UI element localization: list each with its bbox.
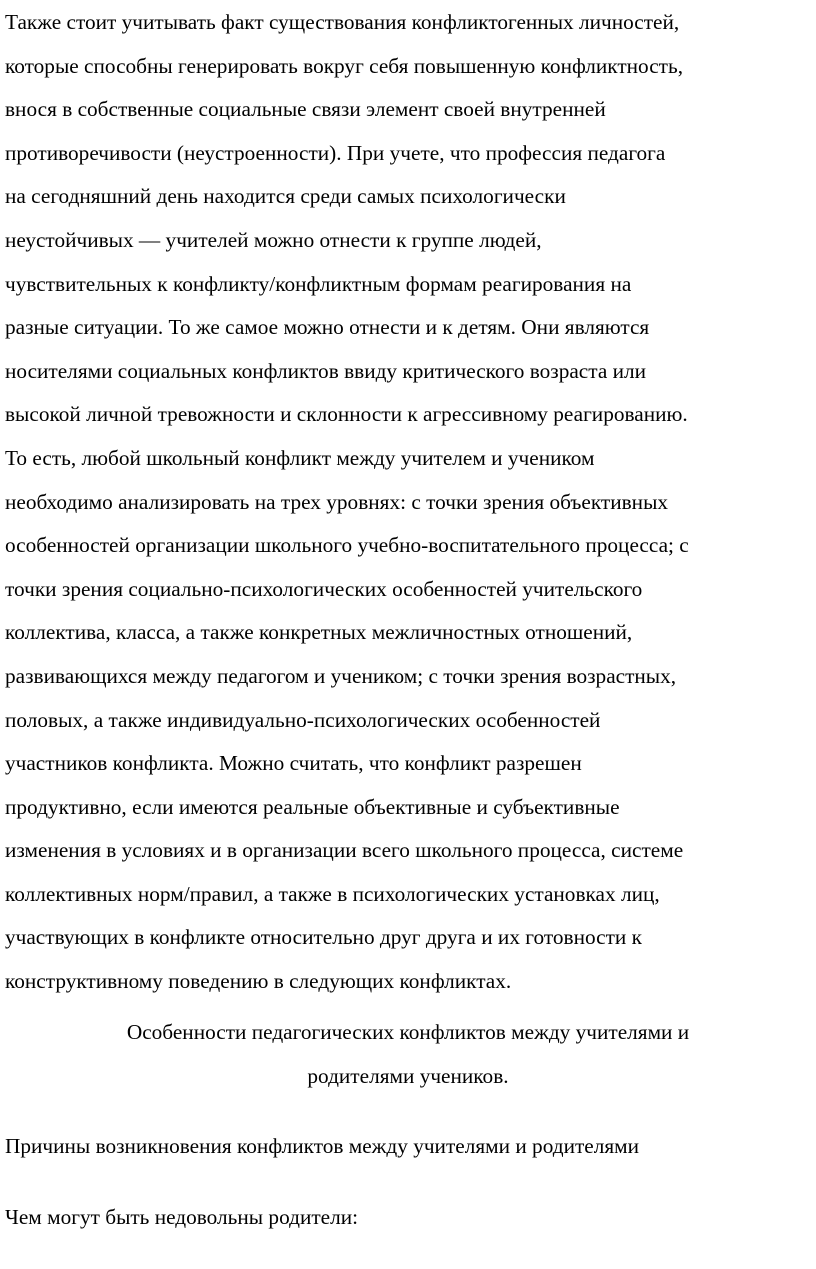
section-heading-line: родителями учеников. [307, 1063, 509, 1088]
paragraph-line: на сегодняшний день находится среди самых психологически [5, 184, 566, 209]
paragraph-line: изменения в условиях и в организации всего школьного процесса, системе [5, 838, 684, 863]
paragraph-line: Также стоит учитывать факт существования конфликтогенных личностей, [5, 10, 680, 34]
paragraph-line: необходимо анализировать на трех уровнях: с точки зрения объективных [5, 489, 669, 514]
paragraph-line: развивающихся между педагогом и учеником; с точки зрения возрастных, [5, 663, 677, 688]
section-heading-line: Особенности педагогических конфликтов между учителями и [126, 1020, 690, 1044]
paragraph-line: неустойчивых — учителей можно отнести к группе людей, [5, 227, 542, 252]
paragraph-line: продуктивно, если имеются реальные объективные и субъективные [5, 794, 620, 819]
paragraph-line: чувствительных к конфликту/конфликтным формам реагирования на [5, 271, 632, 296]
body-paragraph [5, 1, 813, 1004]
paragraph-line: внося в собственные социальные связи элемент своей внутренней [5, 97, 606, 122]
paragraph-line: участников конфликта. Можно считать, что конфликт разрешен [5, 751, 582, 776]
paragraph-line: особенностей организации школьного учебно-воспитательного процесса; с [5, 533, 689, 558]
paragraph-line: высокой личной тревожности и склонности к агрессивному реагированию. [5, 402, 688, 427]
paragraph-line: носителями социальных конфликтов ввиду критического возраста или [5, 358, 647, 383]
paragraph-line: То есть, любой школьный конфликт между учителем и учеником [5, 445, 595, 470]
paragraph-line: коллектива, класса, а также конкретных межличностных отношений, [5, 620, 633, 645]
paragraph-line: противоречивости (неустроенности). При учете, что профессия педагога [5, 140, 666, 165]
paragraph-line: половых, а также индивидуально-психологических особенностей [5, 707, 601, 732]
section-heading [0, 1011, 816, 1098]
paragraph-line: конструктивному поведению в следующих конфликтах. [5, 969, 512, 994]
question-line: Чем могут быть недовольны родители: [5, 1205, 359, 1229]
paragraph-line: которые способны генерировать вокруг себя повышенную конфликтность, [5, 53, 684, 78]
paragraph-line: разные ситуации. То же самое можно отнести и к детям. Они являются [5, 315, 650, 340]
subheading: Причины возникновения конфликтов между учителями и родителями [5, 1134, 640, 1158]
paragraph-line: участвующих в конфликте относительно друг друга и их готовности к [5, 925, 643, 950]
paragraph-line: точки зрения социально-психологических особенностей учительского [5, 576, 643, 601]
paragraph-line: коллективных норм/правил, а также в психологических установках лиц, [5, 881, 660, 906]
